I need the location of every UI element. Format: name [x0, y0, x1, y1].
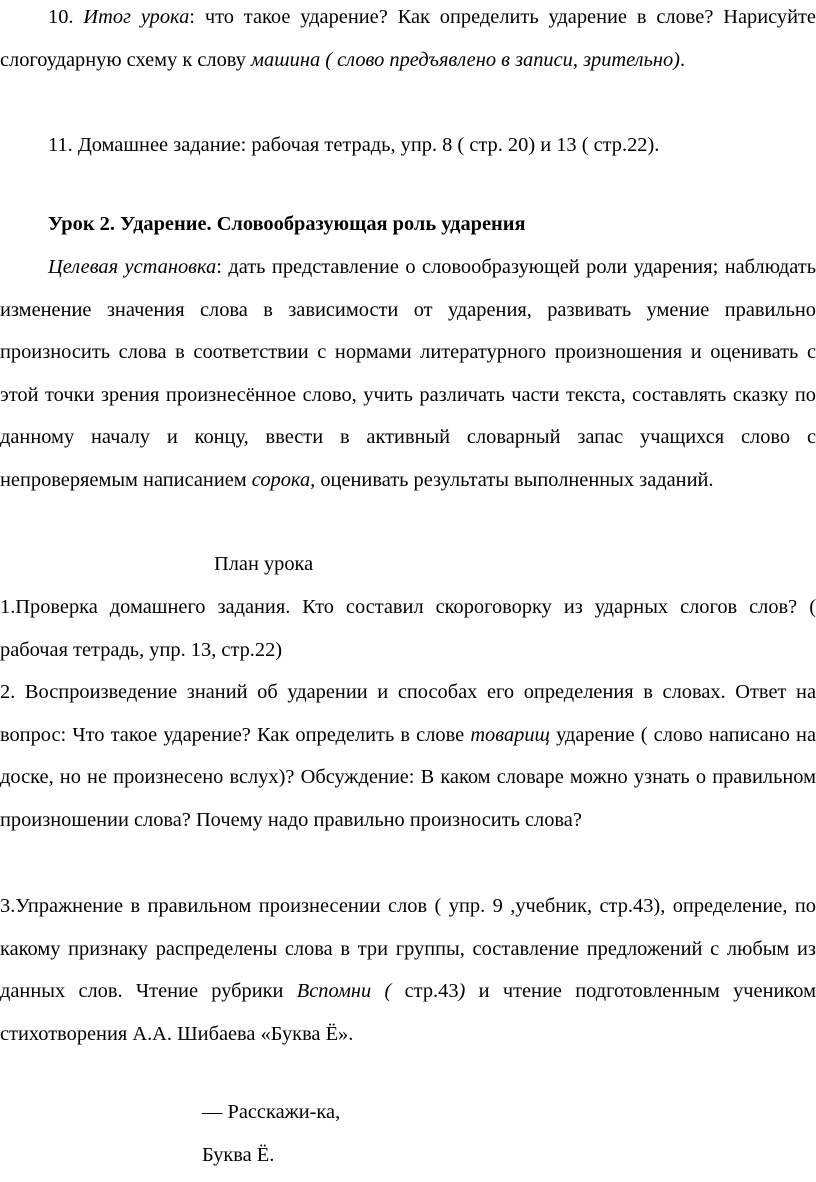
goal-text: : дать представление о словообразующей роли ударения; наблюдать изменение значения слова в зависимости от ударения, развивать умение правильно произносить слова в соответствии с нормами литературного произношения и оценивать с этой точки зрения произнесённое слово, учить различать части текста, составлять сказку по данному началу и концу, ввести в активный словарный запас учащихся слово с непроверяемым написанием — [0, 256, 816, 491]
lesson-title: Урок 2. Ударение. Словообразующая роль ударения — [48, 213, 526, 235]
goal-label: Целевая установка — [48, 256, 217, 278]
plan-item-2 — [0, 671, 816, 841]
plan-item-2-text: 2. Воспроизведение знаний об ударении и способах его определения в словах. Ответ на вопрос: Что такое ударение? Как определить в слове — [0, 681, 816, 746]
plan-item-3-text-mid: стр.43 — [391, 980, 459, 1003]
goal-italic: сорока, — [251, 468, 316, 491]
item-10-italic: машина ( слово предъявлено в записи, зрительно) — [251, 48, 680, 71]
plan-item-1: 1.Проверка домашнего задания. Кто составил скороговорку из ударных слогов слов? ( рабочая тетрадь, упр. 13, стр.22) — [0, 596, 816, 661]
plan-item-2-text-end: ударение ( слово написано на доске, но не произнесено вслух)? Обсуждение: В каком словаре можно узнать о правильном произношении слова? Почему надо правильно произносить слова? — [0, 723, 816, 831]
poem-line-2: Буква Ё. — [202, 1144, 275, 1166]
plan-heading: План урока — [214, 553, 314, 575]
plan-item-3-text: 3.Упражнение в правильном произнесении слов ( упр. 9 ,учебник, стр.43), определение, по какому признаку распределены слова в три группы, составление предложений с любым из данных слов. Чтение рубрики — [0, 895, 816, 1003]
plan-item-3-italic-close: ) — [458, 980, 466, 1003]
plan-item-3 — [0, 885, 816, 1055]
item-10-paragraph — [0, 0, 816, 81]
item-10-end: . — [679, 48, 686, 71]
plan-item-3-italic: Вспомни ( — [296, 980, 392, 1003]
item-10-label: Итог урока — [83, 6, 190, 28]
item-10-number: 10. — [48, 6, 74, 28]
plan-item-2-italic: товарищ — [470, 723, 550, 746]
item-10-text: : что такое ударение? Как определить ударение в слове? Нарисуйте слогоударную схему к слову — [0, 6, 816, 71]
plan-item-3-text-end: и чтение подготовленным учеником стихотворения А.А. Шибаева «Буква Ё». — [0, 980, 816, 1045]
poem-line-1: — Расскажи-ка, — [202, 1101, 341, 1123]
item-11-paragraph: 11. Домашнее задание: рабочая тетрадь, упр. 8 ( стр. 20) и 13 ( стр.22). — [48, 134, 660, 156]
goal-paragraph — [0, 246, 816, 502]
goal-text-end: оценивать результаты выполненных заданий. — [315, 468, 714, 491]
